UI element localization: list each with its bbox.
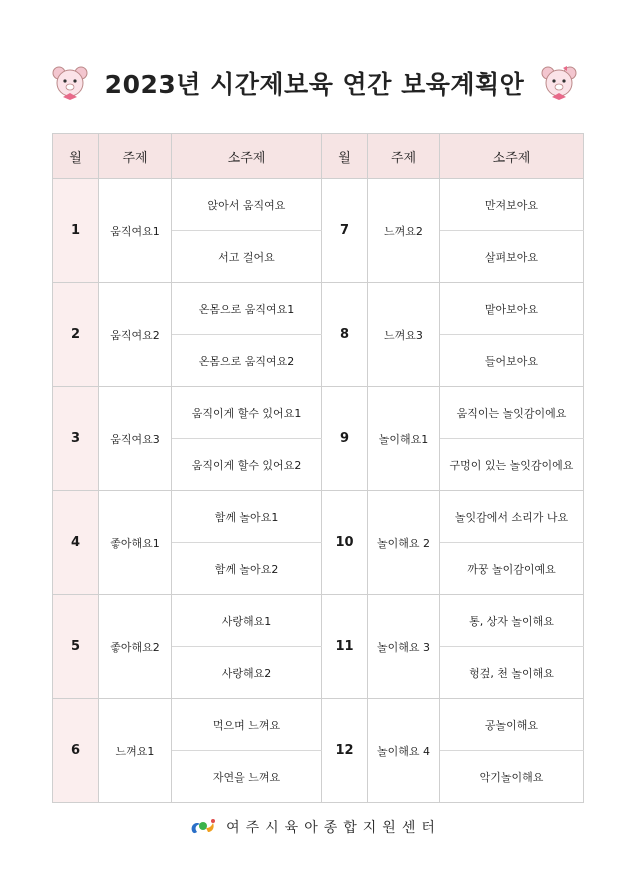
subtheme-cell: 놀잇감에서 소리가 나요 [440, 491, 584, 543]
header-subtheme: 소주제 [172, 134, 322, 179]
subtheme-cell: 함께 놀아요1 [172, 491, 322, 543]
table-row [53, 179, 584, 231]
organization-name: 여주시육아종합지원센터 [226, 820, 441, 836]
subtheme-cell: 움직이는 놀잇감이에요 [440, 387, 584, 439]
header-theme: 주제 [368, 134, 440, 179]
theme-cell: 느껴요2 [368, 179, 440, 283]
subtheme-cell: 들어보아요 [440, 335, 584, 387]
subtheme-cell: 함께 놀아요2 [172, 543, 322, 595]
subtheme-cell: 자연을 느껴요 [172, 751, 322, 803]
subtheme-cell: 만져보아요 [440, 179, 584, 231]
theme-cell: 놀이해요1 [368, 387, 440, 491]
theme-cell: 좋아해요2 [99, 595, 172, 699]
theme-cell: 놀이해요 3 [368, 595, 440, 699]
theme-cell: 놀이해요 4 [368, 699, 440, 803]
header-subtheme: 소주제 [440, 134, 584, 179]
table-row [53, 491, 584, 543]
subtheme-cell: 온몸으로 움직여요2 [172, 335, 322, 387]
month-cell: 8 [322, 283, 368, 387]
subtheme-cell: 맡아보아요 [440, 283, 584, 335]
table-row [53, 699, 584, 751]
month-cell: 4 [53, 491, 99, 595]
subtheme-cell: 살펴보아요 [440, 231, 584, 283]
page-title: 2023년 시간제보육 연간 보육계획안 [104, 70, 525, 99]
subtheme-cell: 통, 상자 놀이해요 [440, 595, 584, 647]
table-header-row [53, 134, 584, 179]
month-cell: 3 [53, 387, 99, 491]
subtheme-cell: 움직이게 할수 있어요1 [172, 387, 322, 439]
header-theme: 주제 [99, 134, 172, 179]
header-month: 월 [322, 134, 368, 179]
theme-cell: 느껴요1 [99, 699, 172, 803]
theme-cell: 놀이해요 2 [368, 491, 440, 595]
month-cell: 6 [53, 699, 99, 803]
month-cell: 9 [322, 387, 368, 491]
subtheme-cell: 헝겊, 천 놀이해요 [440, 647, 584, 699]
subtheme-cell: 앉아서 움직여요 [172, 179, 322, 231]
theme-cell: 움직여요2 [99, 283, 172, 387]
month-cell: 7 [322, 179, 368, 283]
month-cell: 1 [53, 179, 99, 283]
subtheme-cell: 사랑해요2 [172, 647, 322, 699]
header-month: 월 [53, 134, 99, 179]
subtheme-cell: 악기놀이해요 [440, 751, 584, 803]
month-cell: 5 [53, 595, 99, 699]
footer [0, 812, 629, 842]
title-row [0, 58, 629, 108]
subtheme-cell: 먹으며 느껴요 [172, 699, 322, 751]
subtheme-cell: 움직이게 할수 있어요2 [172, 439, 322, 491]
subtheme-cell: 사랑해요1 [172, 595, 322, 647]
subtheme-cell: 온몸으로 움직여요1 [172, 283, 322, 335]
theme-cell: 움직여요3 [99, 387, 172, 491]
subtheme-cell: 공놀이해요 [440, 699, 584, 751]
table-row [53, 283, 584, 335]
teddy-bear-icon [538, 62, 580, 104]
subtheme-cell: 서고 걸어요 [172, 231, 322, 283]
month-cell: 11 [322, 595, 368, 699]
center-logo-icon [188, 816, 218, 838]
table-row [53, 387, 584, 439]
theme-cell: 움직여요1 [99, 179, 172, 283]
theme-cell: 느껴요3 [368, 283, 440, 387]
teddy-bear-icon [49, 62, 91, 104]
table-row [53, 595, 584, 647]
subtheme-cell: 구멍이 있는 놀잇감이에요 [440, 439, 584, 491]
theme-cell: 좋아해요1 [99, 491, 172, 595]
month-cell: 2 [53, 283, 99, 387]
subtheme-cell: 까꿍 놀이감이예요 [440, 543, 584, 595]
month-cell: 12 [322, 699, 368, 803]
month-cell: 10 [322, 491, 368, 595]
plan-table [52, 133, 584, 803]
